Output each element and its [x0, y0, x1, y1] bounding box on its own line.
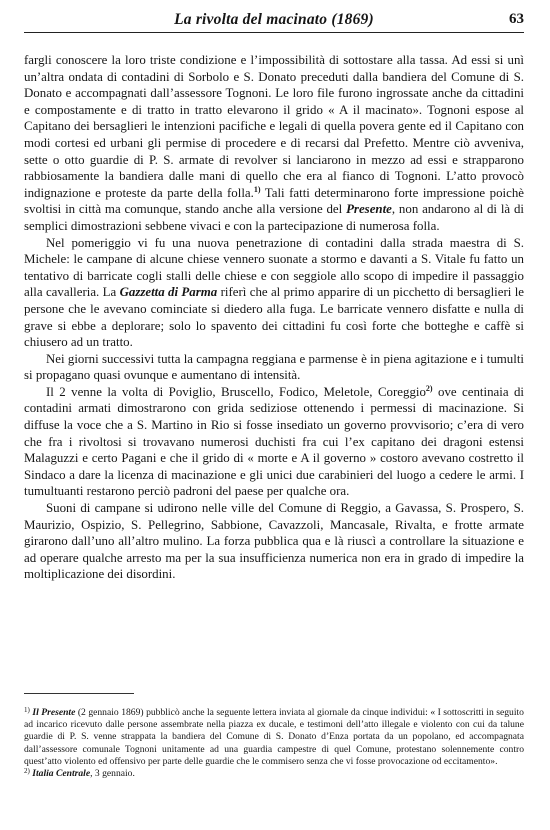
footnote-divider [24, 693, 134, 694]
paragraph-3: Nei giorni successivi tutta la campagna reggiana e parmense è in piena agitazione e i tumulti si propagano quasi ovunque e aumentano di intensità. [24, 351, 524, 383]
paragraph-1-text-c: , non andarono al di là di semplici dimostrazioni sebbene vivaci e con la partecipazione di numerosa folla. [24, 202, 524, 233]
newspaper-presente: Presente [346, 202, 392, 217]
footnote-2-text: , 3 gennaio. [90, 768, 135, 780]
paragraph-2-text-b: riferì che al primo apparire di un picchetto di bersaglieri le persone che le avevano cominciate si diedero alla fuga. Le barricate vennero disfatte e nulla di grave si ebbe a deplorare; solo lo spavento dei cittadini fu così forte che botteghe e caffè si chiusero ad un tratto. [24, 285, 524, 350]
footnote-1 [24, 707, 524, 768]
footnote-1-text: (2 gennaio 1869) pubblicò anche la seguente lettera inviata al giornale da cinque individui: « I sottoscritti in seguito ad incarico ricevuto dalle persone assembrate nella piazza ex ducale, e testimoni dell’atto illegale e violento con cui da talune guardie di P. S. venne strappata la bandiera del Comune di S. Donato d’Enza portata da un popolano, ed accompagnata dall’assessore comunale Tognoni unitamente ad una guardia campestre di quel Comune, protestano solennemente contro quest’atto violento ed offensivo per parte delle guardie che le commisero senza che vi fosse provocazione od eccitamento». [24, 707, 524, 767]
footnote-1-source: Il Presente [32, 707, 76, 718]
paragraph-1-text-a: fargli conoscere la loro triste condizione e l’impossibilità di sottostare alla tassa. Ad essi si unì un’altra ondata di contadini di Sorbolo e S. Donato preceduti dalla bandiera del Comune di S. Donato e accompagnati dall’assessore Tognoni. Le loro file furono ingrossate anche da cittadini e compostamente e di tratto in tratto elevarono il grido « A il macinato». Tognoni espose al Capitano dei bersaglieri le intenzioni pacifiche e legali di quella povera gente ed il Capitano con modi cortesi ed urbani gli permise di procedere e di recarsi dal Prefetto. Mentre ciò avveniva, sette o otto guardie di P. S. armate di revolver si lanciarono in mezzo ad essi e strapparono rabbiosamente la bandiera dalle mani di quello che era al fianco di Tognoni. L’atto provocò indignazione e proteste da parte della folla. [24, 53, 524, 200]
paragraph-1-text-b: Tali fatti determinarono forte impressione poichè svoltisi in città ma comunque, stando anche alla versione del [24, 185, 524, 217]
paragraph-2-text-a: Nel pomeriggio vi fu una nuova penetrazione di contadini dalla strada maestra di S. Michele: le campane di alcune chiese vennero suonate a stormo e davanti a S. Vitale fu fatto un tentativo di barricate cogli stalli delle chiese e con seggiole allo scopo di impedire il passaggio alla cavalleria. La [24, 235, 524, 300]
newspaper-gazzetta: Gazzetta di Parma [119, 285, 218, 300]
paragraph-4 [24, 384, 524, 500]
footnote-2-number: 2) [24, 767, 30, 776]
footnotes [24, 707, 524, 780]
paragraph-5: Suoni di campane si udirono nelle ville del Comune di Reggio, a Gavassa, S. Prospero, S. Maurizio, Ospizio, S. Pellegrino, Sabbione, Cavazzoli, Mancasale, Rivalta, e frotte armate girarono dall’uno all’altro mulino. La forza pubblica qua e là riuscì a controllare la situazione e ad operare qualche arresto ma per la sua insufficienza numerica non era in grado di impedire la moltiplicazione dei disordini. [24, 501, 524, 582]
footnote-2-source: Italia Centrale [32, 768, 91, 780]
footnote-1-number: 1) [24, 706, 30, 714]
footnote-ref-1: 1) [253, 184, 261, 194]
page-number: 63 [509, 11, 524, 27]
body-text [24, 52, 524, 583]
paragraph-4-text-b: ove centinaia di contadini armati dimostrarono con grida sediziose ottenendo i permessi di macinazione. Si diffuse la voce che a S. Martino in Rio si fosse insediato un governo provvisorio; c’era di vero che fra i rivoltosi si trovavano numerosi duchisti fra cui l’ex capitano dei dragoni estensi Malaguzzi e certo Pagani e che il grido di « morte e A il governo » costoro avevano costretto il Sindaco a dare la licenza di macinazione e gli unici due carabinieri del luogo a cedere le armi. I tumultuanti restarono perciò padroni del paese per qualche ora. [24, 384, 524, 499]
page-header [24, 8, 524, 33]
running-title: La rivolta del macinato (1869) [174, 11, 374, 28]
paragraph-2 [24, 235, 524, 351]
paragraph-4-text-a: Il 2 venne la volta di Poviglio, Bruscello, Fodico, Meletole, Coreggio [46, 384, 426, 399]
paragraph-1 [24, 52, 524, 235]
footnote-2 [24, 768, 524, 780]
footnote-ref-2: 2) [425, 383, 433, 393]
